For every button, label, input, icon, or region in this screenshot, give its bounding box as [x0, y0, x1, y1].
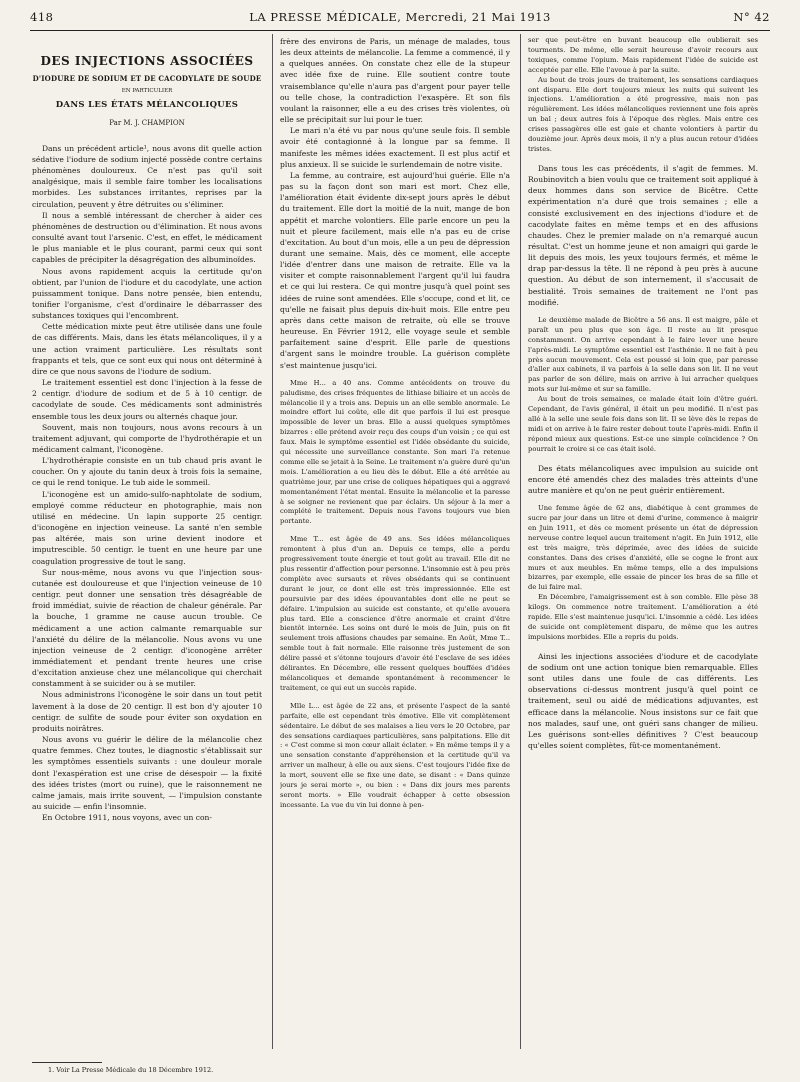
paragraph: Dans tous les cas précédents, il s'agit de femmes. M. Roubinovitch a bien voulu que ce traitement soit appliqué à deux hommes dans son service de Bicêtre. Cette expérimentation n'a duré que trois semaines ; elle a consisté exclusivement en des injections d'iodure et de cacodylate faites en même temps et en des affusions chaudes. Chez le premier malade on n'a remarqué aucun résultat. C'est un homme jeune et non amaigri qui garde le lit depuis des mois, les yeux toujours fermés, et même le drap par-dessus la tête. Il ne répond à peu près à aucune question. Au début de son internement, il s'accusait de bestialité. Trois semaines de traitement ne l'ont pas modifié. — [528, 163, 758, 307]
paragraph: Le traitement essentiel est donc l'injection à la fesse de 2 centigr. d'iodure de sodium et de 5 à 10 centigr. de cacodylate de soude. Ces médicaments sont administrés ensemble tous les deux jours ou alternés chaque jour. — [32, 378, 262, 421]
page-number: 418 — [30, 10, 54, 24]
paragraph: Cette médication mixte peut être utilisée dans une foule de cas différents. Mais, dans les états mélancoliques, il y a une action vraiment particulière. Les résultats sont frappants et tels, que ce sont eux qui nous ont déterminé à dire ce que nous savons de l'iodure de sodium. — [32, 322, 262, 376]
paragraph: Ainsi les injections associées d'iodure et de cacodylate de sodium ont une action tonique bien remarquable. Elles sont utiles dans une foule de cas différents. Les observations ci-dessus montrent jusqu'à quel point ce traitement, seul ou aidé de médications adjuvantes, est efficace dans la mélancolie. Nous insistons sur ce fait que nos malades, sauf une, ont guéri sans changer de milieu. Les guérisons sont-elles définitives ? C'est beaucoup qu'elles soient complètes, fût-ce momentanément. — [528, 651, 758, 750]
paragraph: Des états mélancoliques avec impulsion au suicide ont encore été amendés chez des malades très atteints d'une autre manière et qu'on ne peut guérir entièrement. — [528, 463, 758, 495]
footnote: 1. Voir La Presse Médicale du 18 Décembre 1912. — [48, 1066, 214, 1074]
case-paragraph: Au bout de trois jours de traitement, les sensations cardiaques ont disparu. Elle dort toujours mieux les nuits qui suivent les injections. L'amélioration a été progressive, mais non pas régulièrement. Les idées mélancoliques reviennent une fois après un bal ; deux autres fois à l'époque des règles. Mais entre ces crises passagères elle est gaie et chante volontiers à partir du douzième jour. Après deux mois, il n'y a plus aucun retour d'idées tristes. — [528, 75, 758, 153]
case-paragraph: Une femme âgée de 62 ans, diabétique à cent grammes de sucre par jour dans un litre et demi d'urine, commence à maigrir en Juin 1911, et dès ce moment présente un état de dépression nerveuse contre lequel aucun traitement n'agit. En Juin 1912, elle est très maigre, très déprimée, avec des idées de suicide constantes. Dans des crises d'anxiété, elle se cogne le front aux murs et aux meubles. En même temps, elle a des impulsions bizarres, par exemple, elle essaie de pincer les bras de sa fille et de lui faire mal. — [528, 504, 758, 592]
column-divider — [520, 34, 521, 1049]
case-paragraph: Mme T... est âgée de 49 ans. Ses idées mélancoliques remontent à plus d'un an. Depuis ce temps, elle a perdu progressivement toute énergie et tout goût au travail. Elle dit ne plus ressentir d'affection pour personne. L'insomnie est à peu près complète avec sursauts et rêves obsédants qui se continuent durant le jour, ce dont elle est très impressionnée. Elle est poursuivie par des idées épouvantables dont elle ne peut se défaire. L'impulsion au suicide est constante, et qu'elle avouera plus tard. Elle a conscience d'être anormale et craint d'être bientôt internée. Les soins ont duré le mois de Juin, puis on fit seulement trois affusions chaudes par semaine. En Août, Mme T... semble tout à fait normale. Elle raisonne très justement de son délire passé et s'étonne toujours d'avoir été l'esclave de ses idées délirantes. En Décembre, elle ressent quelques bouffées d'idées mélancoliques et demande spontanément à recommencer le traitement, ce qui eut un succès rapide. — [280, 535, 510, 692]
paragraph: Nous avons rapidement acquis la certitude qu'on obtient, par l'union de l'iodure et du cacodylate, une action puissamment tonique. Dans notre pensée, bien entendu, tonifier l'organisme, c'est d'ordinaire le débarrasser des substances toxiques qui l'encombrent. — [32, 266, 262, 321]
article-title: DES INJECTIONS ASSOCIÉES — [40, 54, 254, 68]
paragraph: Souvent, mais non toujours, nous avons recours à un traitement adjuvant, qui comporte de l'hydrothérapie et un médicament calmant, l'iconogène. — [32, 422, 262, 454]
text-column-3 — [528, 36, 758, 1066]
footnote-rule — [32, 1062, 102, 1063]
paragraph: Nous administrons l'iconogène le soir dans un tout petit lavement à la dose de 20 centigr. Il est bon d'y ajouter 10 centigr. de sulfite de soude pour éviter son oxydation en produits noirâtres. — [32, 690, 262, 733]
case-paragraph: Mlle L... est âgée de 22 ans, et présente l'aspect de la santé parfaite, elle est cependant très émotive. Elle vit complètement sédentaire. Le début de ses malaises a lieu vers le 20 Octobre, par des sensations cardiaques particulières, sans palpitations. Elle dit : « C'est comme si mon cœur allait éclater. » En même temps il y a une sensation constante d'appréhension et la certitude qu'il va arriver un malheur, à elle ou aux siens. C'est toujours l'idée fixe de la mort, souvent elle se fixe une date, se disant : « Dans quinze jours je serai morte », ou bien : « Dans dix jours mes parents seront morts. » Elle voudrait échapper à cette obsession incessante. La vue du vin lui donne à pen- — [280, 701, 510, 809]
text-column-1 — [32, 36, 262, 1066]
paragraph: Il nous a semblé intéressant de chercher à aider ces phénomènes de destruction ou d'élimination. Et nous avons consulté avant tout l'arsenic. C'est, en effet, le médicament le plus maniable et le plus courant, parmi ceux qui sont capables de précipiter la désagrégation des albuminoïdes. — [32, 210, 262, 265]
case-paragraph: Au bout de trois semaines, ce malade était loin d'être guéri. Cependant, de l'avis général, il était un peu modifié. Il n'est pas allé à la selle une seule fois dans son lit. Il se lève dès le repas de midi et on arrive à le faire rester debout toute l'après-midi. Enfin il répond mieux aux questions. Est-ce une simple coïncidence ? On pourrait le croire si ce cas était isolé. — [528, 395, 758, 453]
case-paragraph: Le deuxième malade de Bicêtre a 56 ans. Il est maigre, pâle et paraît un peu plus que son âge. Il reste au lit presque constamment. On arrive cependant à le faire lever une heure l'après-midi. Le symptôme essentiel est l'asthénie. Il ne fait à peu près aucun mouvement. Cela est poussé si loin que, par paresse d'aller aux cabinets, il va parfois à la selle dans son lit. Il ne veut pas parler de son délire, mais on arrive à lui arracher quelques mots sur lui-même et sur sa famille. — [528, 315, 758, 394]
paragraph: L'hydrothérapie consiste en un tub chaud pris avant le coucher. On y ajoute du tanin deux à trois fois la semaine, ce qui le rend tonique. Le tub aide le sommeil. — [32, 456, 262, 488]
case-paragraph: En Décembre, l'amaigrissement est à son comble. Elle pèse 38 kilogs. On commence notre traitement. L'amélioration a été rapide. Elle s'est maintenue jusqu'ici. L'insomnie a cédé. Les idées de suicide ont complètement disparu, de même que les autres impulsions morbides. Elle a repris du poids. — [528, 593, 758, 641]
paragraph: En Octobre 1911, nous voyons, avec un con- — [42, 813, 212, 823]
paragraph: Le mari n'a été vu par nous qu'une seule fois. Il semble avoir été contagionné à la longue par sa femme. Il manifeste les mêmes idées exactement. Il est plus actif et plus anxieux. Il se suicide le surlendemain de notre visite. — [280, 126, 510, 169]
paragraph: L'iconogène est un amido-sulfo-naphtolate de sodium, employé comme réducteur en photographie, mais non utilisé en médecine. Un lapin supporte 25 centigr. d'iconogène en injection veineuse. La santé n'en semble pas altérée, mais son urine devient inodore et imputrescible. 50 centigr. le tuent en une heure par une coagulation progressive de tout le sang. — [32, 489, 262, 566]
journal-title: LA PRESSE MÉDICALE, Mercredi, 21 Mai 1913 — [249, 10, 551, 24]
article-author: Par M. J. CHAMPION — [109, 118, 185, 127]
text-column-2 — [280, 36, 510, 1066]
case-paragraph: Mme H... a 40 ans. Comme antécédents on trouve du paludisme, des crises fréquentes de lithiase biliaire et un accès de mélancolie il y a trois ans. Depuis un an elle semble anormale. Le moindre effort lui coûte, elle dit que parfois il lui est presque impossible de lever un bras. Elle a aussi quelques symptômes bizarres : elle prétend avoir reçu des coups d'un voisin ; ce qui est faux. Mais le symptôme essentiel est l'idée obsédante du suicide, qui nécessite une surveillance constante. Son mari l'a retenue comme elle se jetait à la Seine. Le traitement n'a guère duré qu'un mois. L'amélioration a eu lieu dès le début. Elle a été arrêtée au quatrième jour, par une crise de coliques hépatiques qui a aggravé momentanément l'état mental. Ensuite la mélancolie et la paresse à se soigner ne revienent que par éclairs. Un séjour à la mer a complété le traitement. Depuis nous l'avons toujours vue bien portante. — [280, 378, 510, 526]
header-rule — [30, 30, 770, 31]
paragraph: Dans un précédent article¹, nous avons dit quelle action sédative l'iodure de sodium injecté possède contre certains phénomènes douloureux. Ce n'est pas qu'il soit analgésique, mais il semble faire tomber les localisations morbides. Les substances irritantes, reprises par la circulation, peuvent y être détruites ou s'éliminer. — [32, 143, 262, 209]
article-subtitle-3: DANS LES ÉTATS MÉLANCOLIQUES — [55, 100, 239, 111]
article-subtitle-2: EN PARTICULIER — [121, 88, 173, 95]
issue-number: N° 42 — [733, 10, 770, 24]
case-paragraph: ser que peut-être en buvant beaucoup elle oublierait ses tourments. De même, elle serait heureuse d'avoir recours aux toxiques, comme l'opium. Mais rapidement l'idée de suicide est acceptée par elle. Elle l'avoue à par la suite. — [528, 36, 758, 74]
paragraph: Sur nous-même, nous avons vu que l'injection sous-cutanée est douloureuse et que l'injection veineuse de 10 centigr. peut donner une sensation très désagréable de froid immédiat, suivie de réaction de chaleur générale. Par la bouche, 1 gramme ne cause aucun trouble. Ce médicament a une action calmante remarquable sur l'anxiété du délire de la mélancolie. Nous avons vu une injection veineuse de 2 centigr. d'iconogène arrêter immédiatement et pendant trente heures une crise d'excitation anxieuse chez une mélancolique qui cherchait constamment à se suicider ou à se mutiler. — [32, 567, 262, 689]
page-header — [30, 6, 770, 30]
paragraph: La femme, au contraire, est aujourd'hui guérie. Elle n'a pas su la façon dont son mari est mort. Chez elle, l'amélioration était évidente dix-sept jours après le début du traitement. Elle dort la moitié de la nuit, mange de bon appétit et marche volontiers. Elle parle encore un peu la nuit et pleure facilement, mais elle n'a pas eu de crise d'excitation. Au bout d'un mois, elle a un peu de dépression durant une semaine. Mais, dès ce moment, elle accepte l'idée d'entrer dans une maison de retraite. Elle va la visiter et compte raisonnablement l'argent qu'il lui faudra et ce qui lui restera. Ce qui montre jusqu'à quel point ses idées de ruine sont amendées. Elle s'occupe, cond et lit, ce qu'elle ne faisait plus depuis dix-huit mois. Elle entre peu après dans cette maison de retraite, où elle se trouve heureuse. En Février 1912, elle voyage seule et semble parfaitement saine d'esprit. Elle parle de questions d'argent sans le moindre trouble. La guérison complète s'est maintenue jusqu'ici. — [280, 170, 510, 370]
column-divider — [272, 34, 273, 1049]
paragraph: Nous avons vu guérir le délire de la mélancolie chez quatre femmes. Chez toutes, le diagnostic s'établissait sur les symptômes essentiels suivants : une douleur morale dont l'exaspération est une crise de désespoir — la fixité des idées tristes (mort ou ruine), que le raisonnement ne calme jamais, mais irrite souvent, — l'impulsion constante au suicide — enfin l'insomnie. — [32, 735, 262, 811]
paragraph: frère des environs de Paris, un ménage de malades, tous les deux atteints de mélancolie. La femme a commencé, il y a quelques années. On constate chez elle de la stupeur avec idée fixe de ruine. Elle soutient contre toute vraisemblance qu'elle n'aura pas d'argent pour payer telle ou telle chose, la contradiction l'exaspère. Et son fils voulant la raisonner, elle a eu des crises très violentes, où elle se précipitait sur lui pour le tuer. — [280, 37, 510, 125]
article-subtitle: D'IODURE DE SODIUM ET DE CACODYLATE DE SOUDE — [32, 74, 262, 84]
